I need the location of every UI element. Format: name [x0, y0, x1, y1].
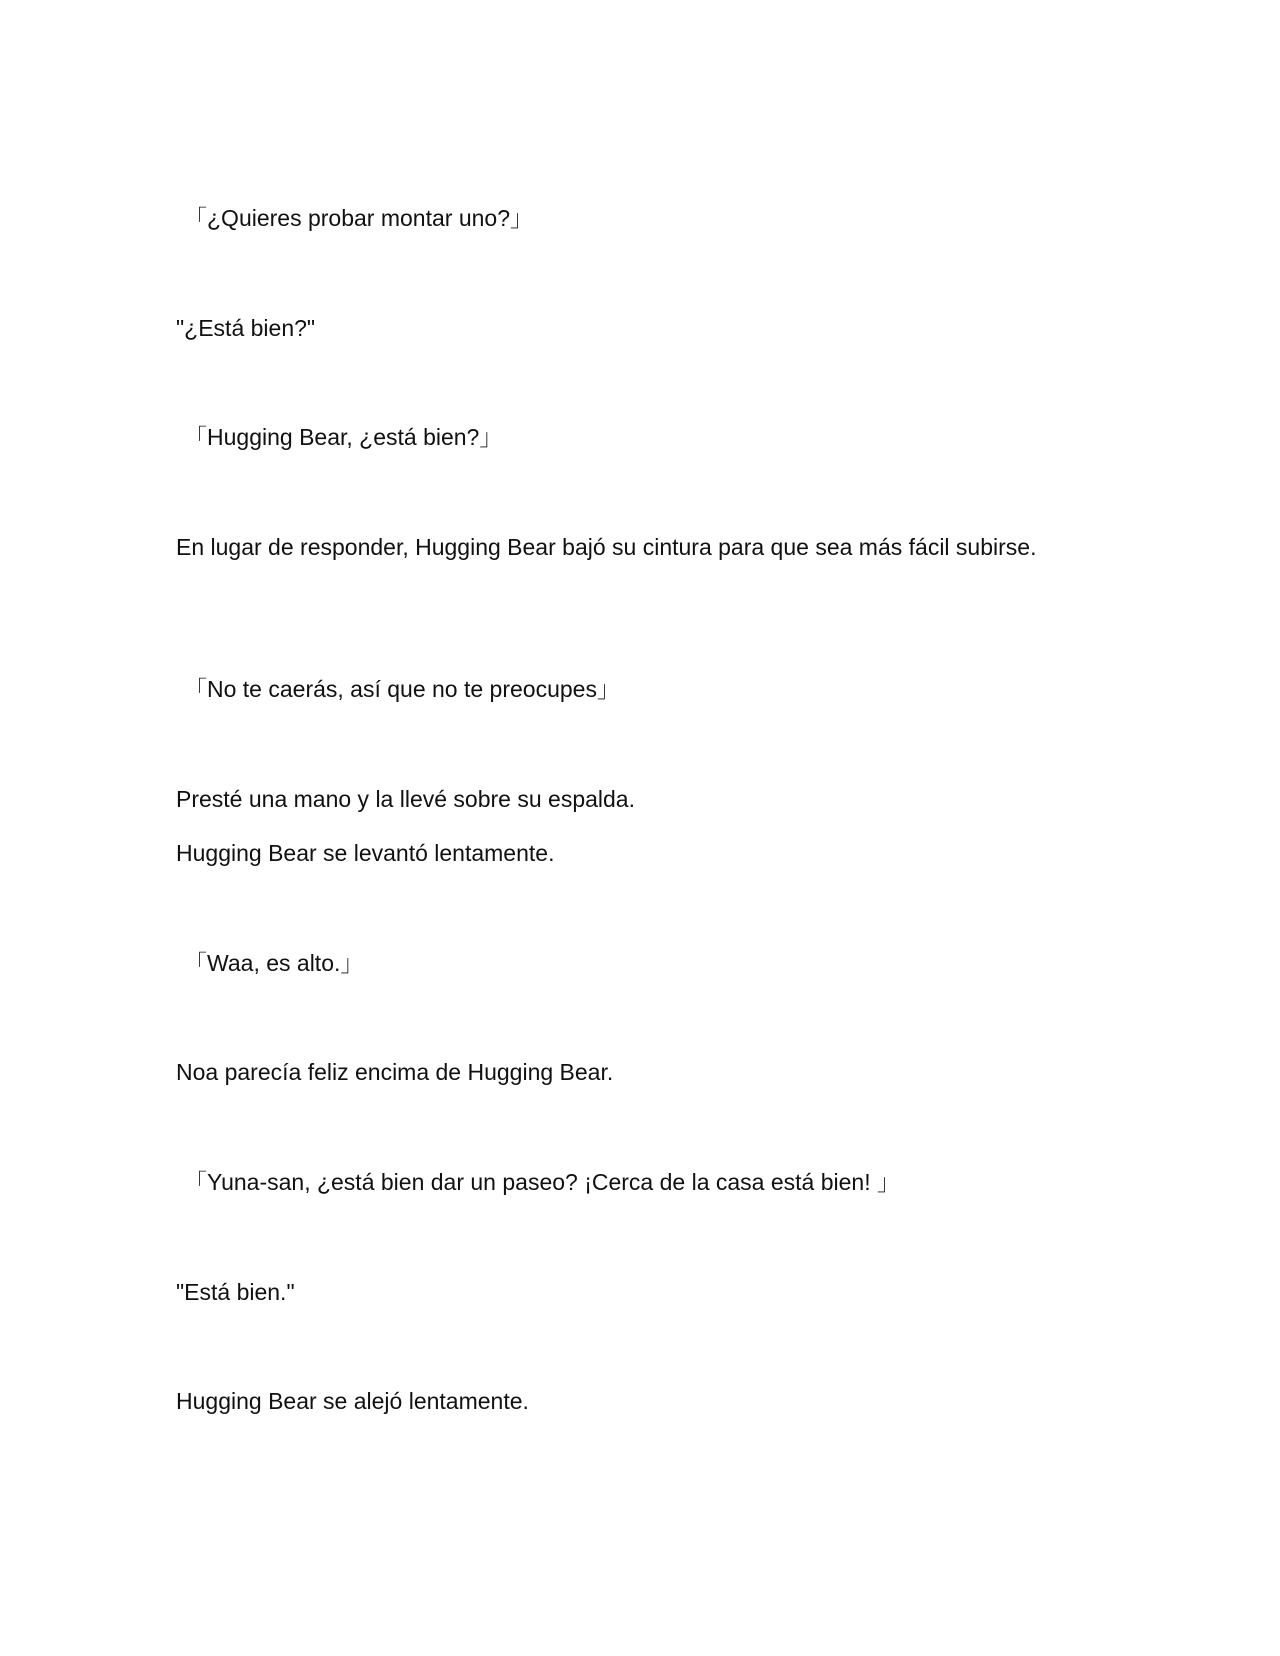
paragraph-8: 「Waa, es alto.」	[184, 950, 364, 976]
paragraph-2: "¿Está bien?"	[176, 315, 316, 341]
paragraph-6: Presté una mano y la llevé sobre su espalda.	[176, 786, 635, 812]
paragraph-11: "Está bien."	[176, 1279, 295, 1305]
paragraph-9: Noa parecía feliz encima de Hugging Bear.	[176, 1059, 614, 1085]
paragraph-5: 「No te caerás, así que no te preocupes」	[184, 676, 620, 702]
paragraph-7: Hugging Bear se levantó lentamente.	[176, 840, 555, 866]
paragraph-10: 「Yuna-san, ¿está bien dar un paseo? ¡Cerca de la casa está bien! 」	[184, 1169, 900, 1195]
paragraph-3: 「Hugging Bear, ¿está bien?」	[184, 424, 503, 450]
paragraph-12: Hugging Bear se alejó lentamente.	[176, 1388, 529, 1414]
paragraph-4: En lugar de responder, Hugging Bear bajó su cintura para que sea más fácil subirse.	[176, 534, 1037, 560]
paragraph-1: 「¿Quieres probar montar uno?」	[184, 205, 533, 231]
